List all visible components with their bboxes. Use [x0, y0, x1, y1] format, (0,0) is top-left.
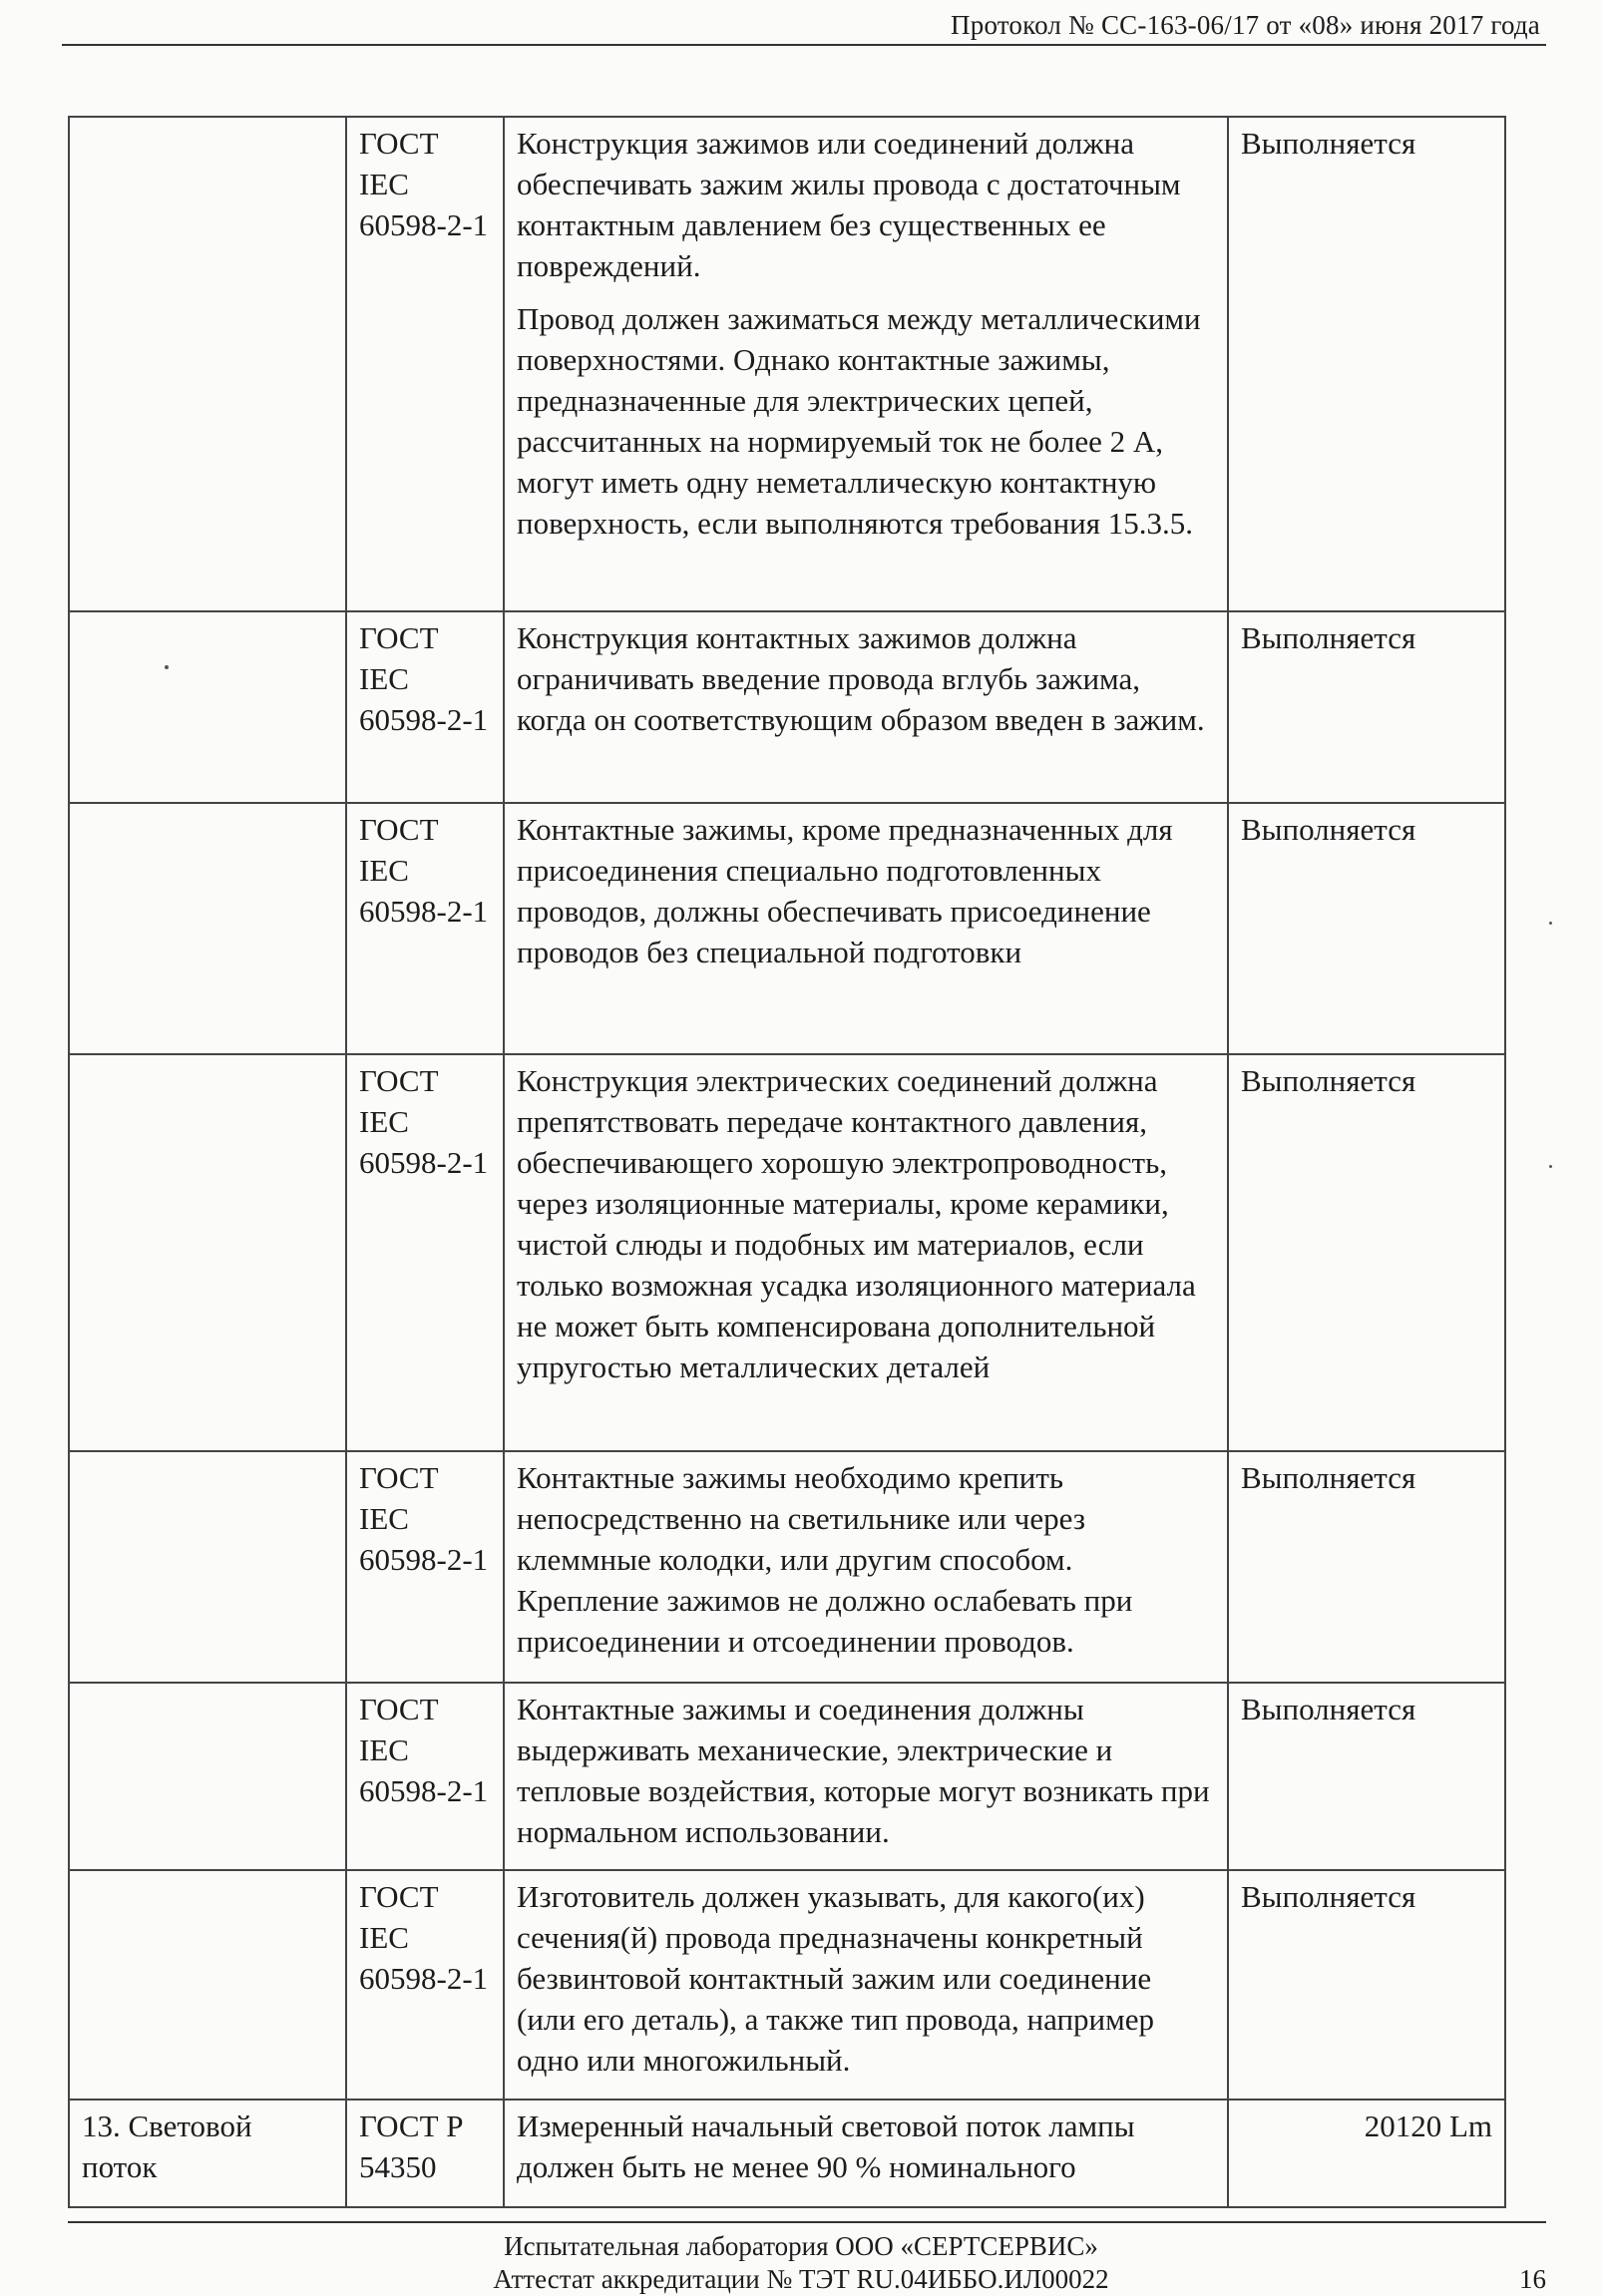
standard-line: IEC [359, 661, 409, 696]
standard-line: IEC [359, 853, 409, 888]
requirement-text: Измеренный начальный световой поток лампы должен быть не менее 90 % номинального [517, 2108, 1135, 2184]
requirement-cell [504, 611, 1228, 803]
item-cell [69, 611, 346, 803]
result-cell: Выполняется [1228, 117, 1505, 611]
requirement-text: Контактные зажимы и соединения должны выдерживать механические, электрические и тепловые воздействия, которые могут возникать при нормальном использовании. [517, 1692, 1210, 1849]
requirement-cell [504, 803, 1228, 1054]
table-row [69, 611, 1505, 803]
standard-line: IEC [359, 1104, 409, 1139]
table-row [69, 117, 1505, 611]
requirement-cell [504, 1054, 1228, 1451]
table-row [69, 1683, 1505, 1870]
item-cell [69, 117, 346, 611]
item-cell: 13. Световой поток [69, 2100, 346, 2207]
requirement-cell [504, 1451, 1228, 1683]
standard-line: IEC [359, 167, 409, 201]
scan-speck [1549, 1165, 1552, 1168]
standard-cell [346, 611, 504, 803]
item-cell [69, 1870, 346, 2100]
requirement-text: Провод должен зажиматься между металлическими поверхностями. Однако контактные зажимы, предназначенные для электрических цепей, рассчитанных на нормируемый ток не более 2 А, могут иметь одну неметаллическую контактную поверхность, если выполняются требования 15.3.5. [517, 301, 1201, 541]
requirement-text: Изготовитель должен указывать, для какого(их) сечения(й) провода предназначены конкретный безвинтовой контактный зажим или соединение (или его деталь), а также тип провода, например одно или многожильный. [517, 1879, 1154, 2078]
standard-line: ГОСТ [359, 1879, 439, 1914]
table-row [69, 1451, 1505, 1683]
standard-line: ГОСТ [359, 620, 439, 655]
standard-line: 60598-2-1 [359, 1773, 489, 1808]
standard-cell [346, 1054, 504, 1451]
table-row [69, 2100, 1505, 2207]
requirement-cell [504, 1870, 1228, 2100]
table-row [69, 1870, 1505, 2100]
standard-line: ГОСТ [359, 126, 439, 161]
protocol-title: Протокол № СС-163-06/17 от «08» июня 2017 года [951, 10, 1540, 40]
standard-cell [346, 2100, 504, 2207]
requirement-text: Конструкция контактных зажимов должна ограничивать введение провода вглубь зажима, когда он соответствующим образом введен в зажим. [517, 620, 1205, 737]
result-cell: Выполняется [1228, 611, 1505, 803]
table-row [69, 1054, 1505, 1451]
requirements-table [68, 116, 1506, 2208]
table-row [69, 803, 1505, 1054]
standard-line: ГОСТ [359, 1063, 439, 1098]
standard-line: 60598-2-1 [359, 207, 489, 242]
result-cell: Выполняется [1228, 1054, 1505, 1451]
result-cell: 20120 Lm [1228, 2100, 1505, 2207]
result-cell: Выполняется [1228, 1451, 1505, 1683]
item-cell [69, 803, 346, 1054]
result-cell: Выполняется [1228, 1683, 1505, 1870]
standard-line: ГОСТ [359, 1692, 439, 1726]
item-cell [69, 1054, 346, 1451]
requirement-text: Конструкция зажимов или соединений должна обеспечивать зажим жилы провода с достаточным контактным давлением без существенных ее повреждений. [517, 126, 1181, 283]
standard-line: 60598-2-1 [359, 702, 489, 737]
result-cell: Выполняется [1228, 803, 1505, 1054]
standard-cell [346, 1451, 504, 1683]
footer-lab-name: Испытательная лаборатория ООО «СЕРТСЕРВИС» [504, 2231, 1098, 2261]
footer-divider [68, 2221, 1546, 2223]
standard-cell [346, 1870, 504, 2100]
standard-line: 60598-2-1 [359, 1145, 489, 1180]
standard-line: IEC [359, 1920, 409, 1955]
standard-line: 60598-2-1 [359, 1961, 489, 1996]
standard-line: ГОСТ Р [359, 2108, 464, 2143]
scan-speck [1549, 922, 1552, 925]
standard-line: ГОСТ [359, 1460, 439, 1495]
requirement-text: Контактные зажимы необходимо крепить непосредственно на светильнике или через клеммные колодки, или другим способом. Крепление зажимов не должно ослабевать при присоединении и отсоединении проводов. [517, 1460, 1133, 1659]
standard-line: ГОСТ [359, 812, 439, 847]
scan-speck [165, 665, 169, 669]
standard-line: IEC [359, 1732, 409, 1767]
requirement-text: Конструкция электрических соединений должна препятствовать передаче контактного давления, обеспечивающего хорошую электропроводность, через изоляционные материалы, кроме керамики, чистой слюды и подобных им материалов, если только возможная усадка изоляционного материала не может быть компенсирована дополнительной упругостью металлических деталей [517, 1063, 1196, 1384]
item-cell [69, 1451, 346, 1683]
footer-accreditation: Аттестат аккредитации № ТЭТ RU.04ИББО.ИЛ00022 [493, 2264, 1109, 2294]
standard-cell [346, 117, 504, 611]
item-cell [69, 1683, 346, 1870]
page-number: 16 [1519, 2264, 1546, 2294]
result-cell: Выполняется [1228, 1870, 1505, 2100]
standard-line: 60598-2-1 [359, 1542, 489, 1577]
standard-line: IEC [359, 1501, 409, 1536]
standard-cell [346, 1683, 504, 1870]
requirement-cell [504, 1683, 1228, 1870]
requirement-cell [504, 117, 1228, 611]
page-footer [0, 2230, 1602, 2296]
standard-cell [346, 803, 504, 1054]
requirement-text: Контактные зажимы, кроме предназначенных для присоединения специально подготовленных проводов, должны обеспечивать присоединение проводов без специальной подготовки [517, 812, 1173, 969]
requirement-cell [504, 2100, 1228, 2207]
standard-line: 60598-2-1 [359, 894, 489, 929]
standard-line: 54350 [359, 2149, 437, 2184]
page-header [62, 8, 1546, 46]
